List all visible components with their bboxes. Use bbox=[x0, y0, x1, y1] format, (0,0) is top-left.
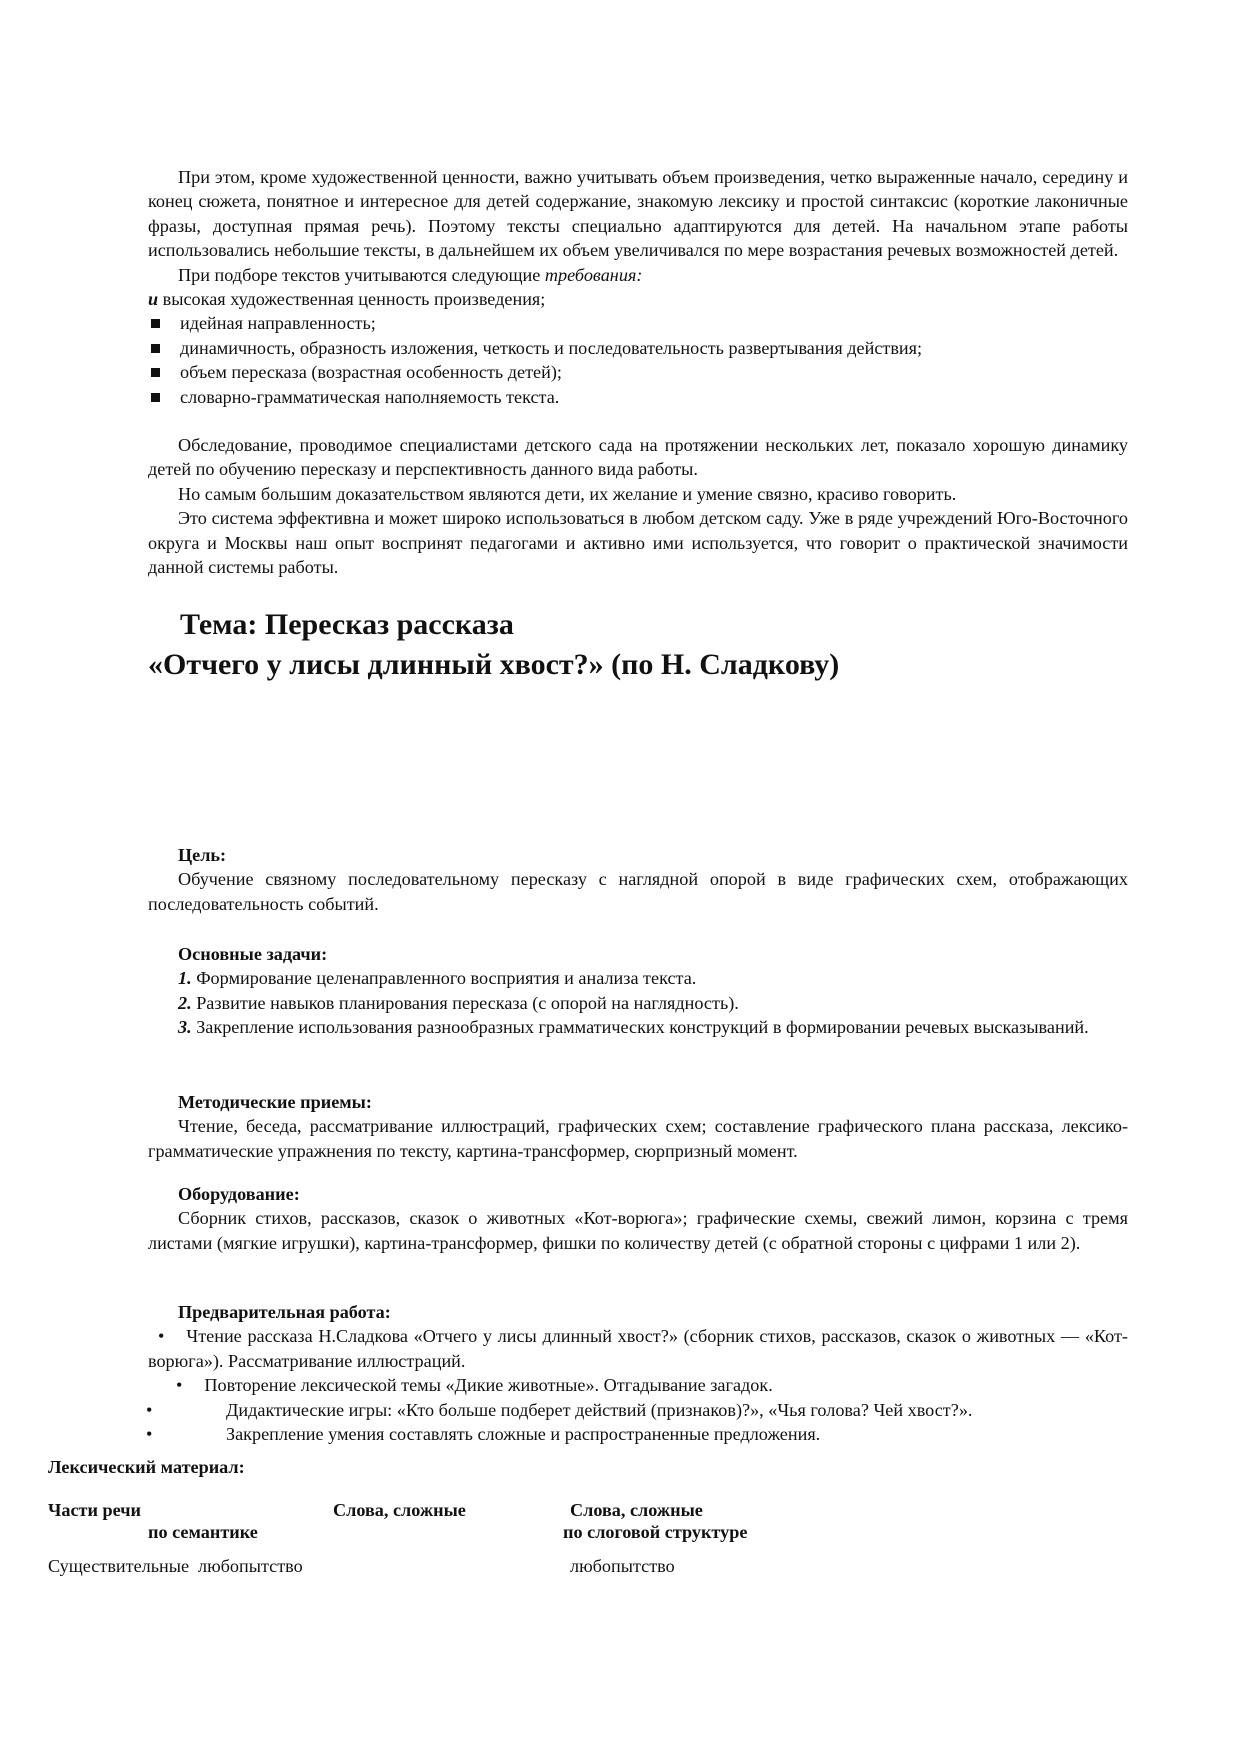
task-item: 3. Закрепление использования разнообразных грамматических конструкций в формировании речевых высказываний. bbox=[178, 1017, 1089, 1038]
prep-heading: Предварительная работа: bbox=[178, 1302, 391, 1322]
col-header-semantic-2: по семантике bbox=[148, 1522, 258, 1542]
col-header-syllabic-2: по слоговой структуре bbox=[563, 1522, 748, 1542]
tasks-heading: Основные задачи: bbox=[178, 944, 328, 964]
requirements-intro bbox=[148, 263, 1128, 287]
col-header-syllabic: Слова, сложные bbox=[570, 1500, 703, 1520]
task-item: 1. Формирование целенаправленного восприятия и анализа текста. bbox=[178, 968, 697, 989]
prep-section bbox=[148, 1300, 1128, 1446]
row-syllabic-word: любопытство bbox=[570, 1556, 675, 1576]
intro-paragraph-4: Но самым большим доказательством являются дети, их желание и умение связно, красиво говорить. bbox=[178, 483, 957, 504]
list-item: динамичность, образность изложения, четкость и последовательность развертывания действия; bbox=[148, 336, 1128, 360]
requirement-first-marker: и bbox=[148, 289, 159, 310]
square-bullet-icon bbox=[151, 368, 160, 377]
bullet-icon: • bbox=[176, 1375, 183, 1396]
square-bullet-icon bbox=[151, 393, 160, 402]
list-item: объем пересказа (возрастная особенность детей); bbox=[148, 360, 1128, 384]
bullet-icon: • bbox=[158, 1326, 165, 1347]
methods-text: Чтение, беседа, рассматривание иллюстраций, графических схем; составление графического плана рассказа, лексико-грамматические упражнения по тексту, картина-трансформер, сюрпризный момент. bbox=[148, 1116, 1128, 1161]
intro-paragraph-3: Обследование, проводимое специалистами детского сада на протяжении нескольких лет, показало хорошую динамику детей по обучению пересказу и перспективность данного вида работы. bbox=[148, 435, 1128, 480]
goal-text: Обучение связному последовательному пересказу с наглядной опорой в виде графических схем, отображающих последовательность событий. bbox=[148, 869, 1128, 914]
requirement-first-text: высокая художественная ценность произведения; bbox=[158, 289, 546, 310]
requirements-word: требования: bbox=[544, 264, 643, 285]
bullet-icon: • bbox=[146, 1399, 153, 1420]
col-header-semantic: Слова, сложные bbox=[333, 1500, 466, 1520]
equipment-section bbox=[148, 1182, 1128, 1255]
intro-paragraph-5: Это система эффективна и может широко использоваться в любом детском саду. Уже в ряде учреждений Юго-Восточного округа и Москвы наш опыт воспринят педагогами и активно ими используется, что говорит о практической значимости данной системы работы. bbox=[148, 508, 1128, 578]
requirement-first bbox=[148, 287, 1128, 311]
intro-section bbox=[148, 165, 1128, 580]
lexical-section bbox=[48, 1455, 1048, 1479]
row-part-of-speech: Существительные bbox=[48, 1556, 190, 1576]
title-line-2: «Отчего у лисы длинный хвост?» (по Н. Сладкову) bbox=[148, 648, 840, 681]
bullet-icon: • bbox=[146, 1424, 153, 1445]
square-bullet-icon bbox=[151, 344, 160, 353]
tasks-section bbox=[148, 942, 1128, 1040]
requirements-lead: При подборе текстов учитываются следующие bbox=[178, 264, 545, 285]
goal-heading: Цель: bbox=[178, 845, 227, 865]
list-item: словарно-грамматическая наполняемость текста. bbox=[148, 385, 1128, 409]
title-line-1: Тема: Пересказ рассказа bbox=[180, 608, 514, 641]
list-item: идейная направленность; bbox=[148, 311, 1128, 335]
row-semantic-word: любопытство bbox=[198, 1556, 303, 1576]
prep-item: • Закрепление умения составлять сложные и распространенные предложения. bbox=[148, 1422, 1128, 1446]
task-item: 2. Развитие навыков планирования пересказа (с опорой на наглядность). bbox=[178, 992, 739, 1013]
prep-item: • Дидактические игры: «Кто больше подберет действий (признаков)?», «Чья голова? Чей хвост?». bbox=[148, 1398, 1128, 1422]
col-header-parts: Части речи bbox=[48, 1500, 141, 1520]
methods-section bbox=[148, 1090, 1128, 1163]
prep-item: • Повторение лексической темы «Дикие животные». Отгадывание загадок. bbox=[176, 1375, 773, 1396]
equipment-heading: Оборудование: bbox=[178, 1184, 300, 1204]
requirements-list bbox=[148, 311, 1128, 409]
prep-item: • Чтение рассказа Н.Сладкова «Отчего у лисы длинный хвост?» (сборник стихов, рассказов, сказок о животных — «Кот-ворюга»). Рассматривание иллюстраций. bbox=[148, 1326, 1128, 1371]
square-bullet-icon bbox=[151, 319, 160, 328]
intro-paragraph-1: При этом, кроме художественной ценности, важно учитывать объем произведения, четко выраженные начало, середину и конец сюжета, понятное и интересное для детей содержание, знакомую лексику и простой синтаксис (короткие лаконичные фразы, доступная прямая речь). Поэтому тексты специально адаптируются для детей. На начальном этапе работы использовались небольшие тексты, в дальнейшем их объем увеличивался по мере возрастания речевых возможностей детей. bbox=[148, 167, 1128, 261]
equipment-text: Сборник стихов, рассказов, сказок о животных «Кот-ворюга»; графические схемы, свежий лимон, корзина с тремя листами (мягкие игрушки), картина-трансформер, фишки по количеству детей (с обратной стороны с цифрами 1 или 2). bbox=[148, 1208, 1128, 1253]
lexical-heading: Лексический материал: bbox=[48, 1457, 245, 1477]
goal-section bbox=[148, 843, 1128, 916]
lesson-title bbox=[148, 605, 1148, 685]
methods-heading: Методические приемы: bbox=[178, 1092, 372, 1112]
